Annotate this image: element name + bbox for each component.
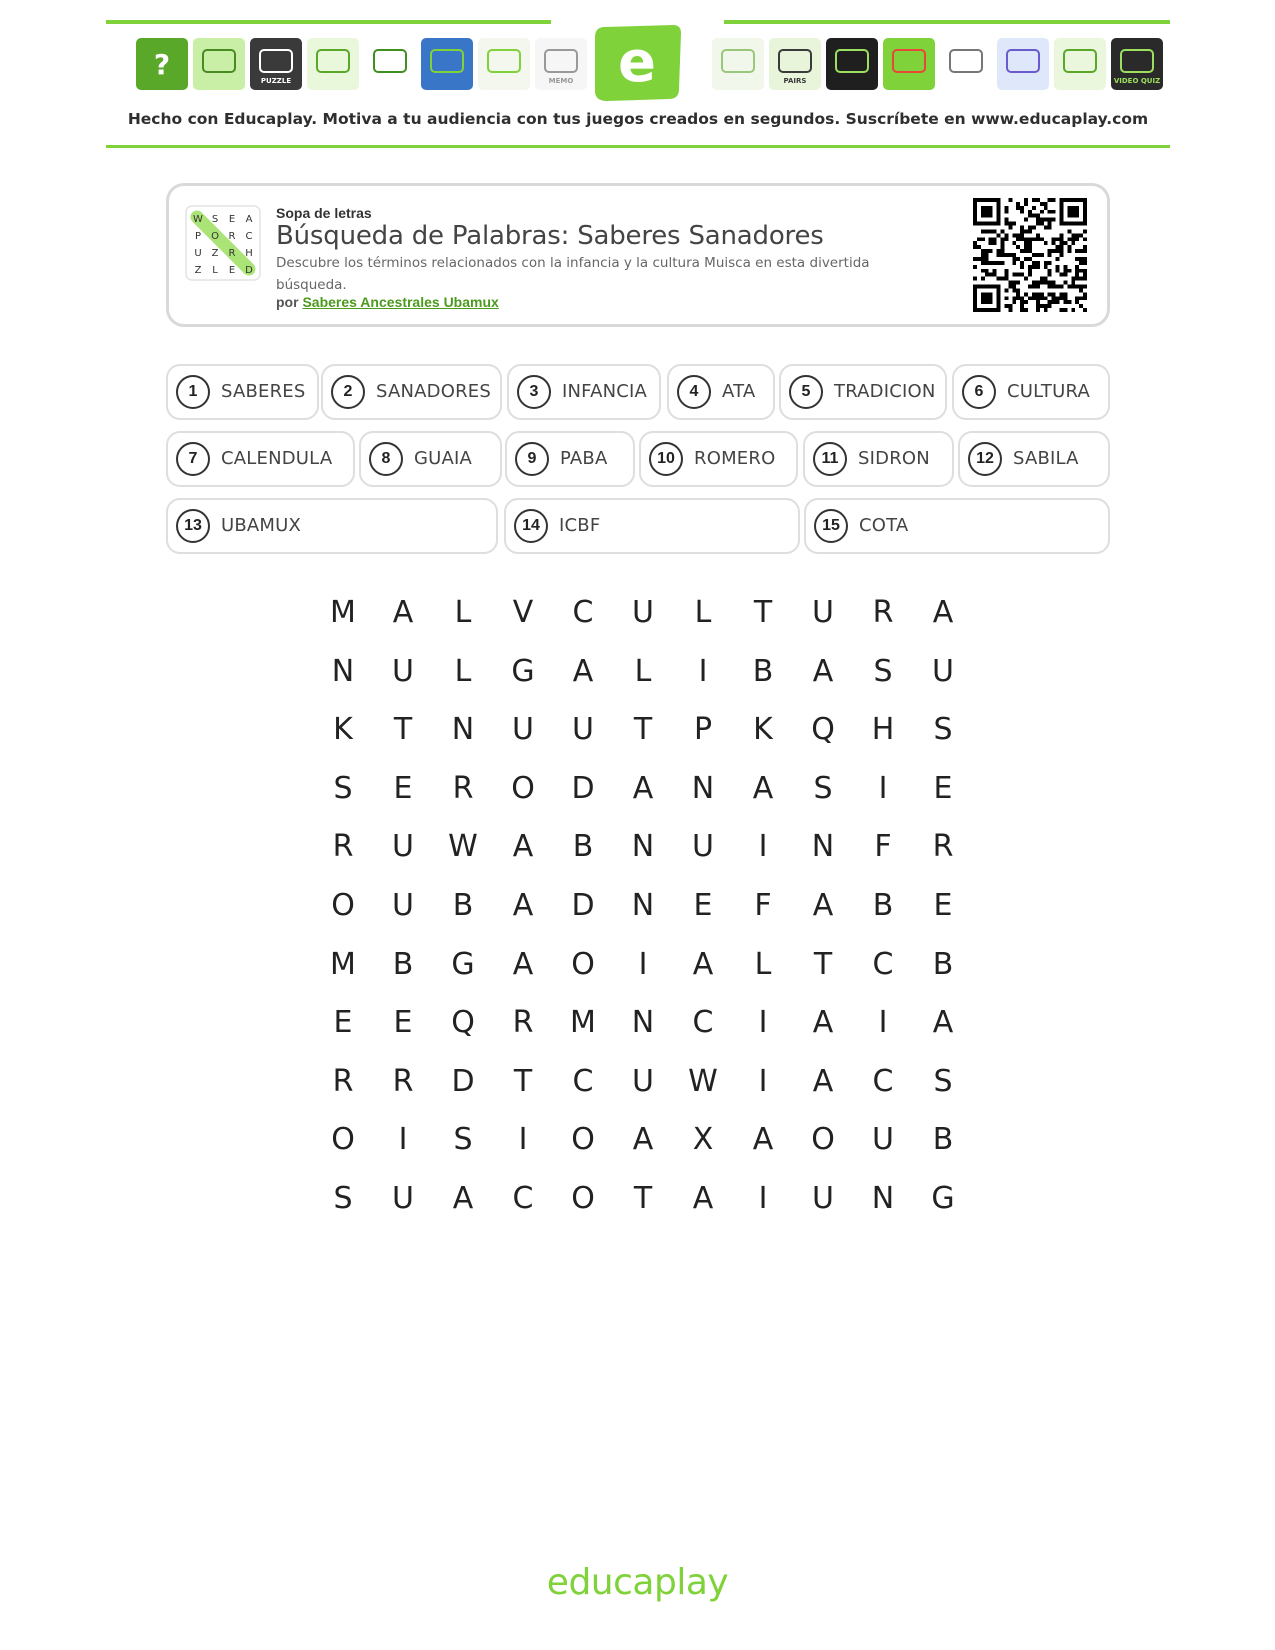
grid-cell: U <box>392 653 414 689</box>
grid-cell: U <box>932 653 954 689</box>
game-tile-label: MEMO <box>548 77 574 85</box>
grid-cell: A <box>512 887 534 923</box>
author-link[interactable]: Saberes Ancestrales Ubamux <box>302 294 499 310</box>
grid-cell: S <box>333 1180 353 1216</box>
word-number-badge: 15 <box>814 509 848 543</box>
grid-cell: A <box>932 595 954 630</box>
grid-cell: O <box>571 1122 595 1158</box>
grid-cell: A <box>512 946 534 982</box>
pairs-icon <box>769 38 821 90</box>
grid-cell: E <box>393 770 413 806</box>
grid-cell: T <box>393 712 413 748</box>
thumbnail-letter: R <box>228 248 236 259</box>
grid-cell: B <box>392 946 414 982</box>
alphabet-wheel-icon <box>826 38 878 90</box>
checklist-icon <box>997 38 1049 90</box>
thumbnail-letter: P <box>194 231 202 242</box>
grid-cell: Q <box>811 712 835 748</box>
grid-cell: D <box>451 1063 475 1099</box>
grid-cell: S <box>873 653 893 689</box>
grid-cell: C <box>572 595 594 630</box>
thumbnail-letter: O <box>211 231 219 242</box>
thumbnail-letter: A <box>245 214 253 225</box>
thumbnail-letter: R <box>228 231 236 242</box>
word-label: ICBF <box>559 515 601 536</box>
letter-grid <box>313 597 973 1242</box>
grid-cell: A <box>452 1180 474 1216</box>
grid-cell: R <box>512 1005 534 1041</box>
dialogue-icon <box>307 38 359 90</box>
grid-cell: U <box>392 1180 414 1216</box>
grid-cell: A <box>512 829 534 865</box>
grid-cell: I <box>758 829 768 865</box>
grid-cell: N <box>631 829 655 865</box>
grid-cell: D <box>571 887 595 923</box>
word-chip <box>166 498 498 554</box>
grid-cell: M <box>330 595 356 630</box>
grid-cell: L <box>454 595 472 630</box>
banner-top-rule-right <box>724 20 1170 24</box>
word-chip <box>359 431 502 487</box>
crossword-puzzle-icon <box>250 38 302 90</box>
grid-cell: A <box>752 770 774 806</box>
activity-description: Descubre los términos relacionados con la infancia y la cultura Muisca en esta divertida búsqueda. <box>276 255 870 293</box>
word-number-badge: 3 <box>517 375 551 409</box>
grid-cell: A <box>812 887 834 923</box>
grid-cell: C <box>872 1063 894 1099</box>
grid-cell: O <box>571 946 595 982</box>
word-search-icon <box>940 38 992 90</box>
thumbnail-letter: H <box>245 248 253 259</box>
grid-cell: R <box>932 829 954 865</box>
grid-cell: G <box>511 653 535 689</box>
grid-cell: K <box>333 712 353 748</box>
grid-cell: N <box>331 653 355 689</box>
grid-cell: R <box>452 770 474 806</box>
grid-cell: U <box>872 1122 894 1158</box>
thumbnail-letter: Z <box>194 265 202 276</box>
grid-cell: E <box>933 887 953 923</box>
grid-cell: N <box>451 712 475 748</box>
grid-cell: W <box>688 1063 718 1099</box>
word-number-badge: 1 <box>176 375 210 409</box>
grid-cell: B <box>572 829 594 865</box>
grid-cell: L <box>694 595 712 630</box>
grid-cell: E <box>693 887 713 923</box>
video-quiz-icon <box>1111 38 1163 90</box>
grid-cell: O <box>331 887 355 923</box>
grid-cell: W <box>448 829 478 865</box>
word-number-badge: 7 <box>176 442 210 476</box>
grid-cell: O <box>511 770 535 806</box>
activity-header-card <box>166 183 1110 327</box>
thumbnail-letter: U <box>194 248 202 259</box>
word-chip <box>321 364 502 420</box>
word-label: UBAMUX <box>221 515 302 536</box>
grid-cell: M <box>330 946 356 982</box>
grid-cell: A <box>932 1005 954 1041</box>
grid-cell: T <box>633 712 653 748</box>
grid-cell: C <box>692 1005 714 1041</box>
game-tile-label: VIDEO QUIZ <box>1113 77 1161 85</box>
word-number-badge: 10 <box>649 442 683 476</box>
grid-cell: U <box>812 595 834 630</box>
grid-cell: E <box>933 770 953 806</box>
fill-blanks-icon <box>193 38 245 90</box>
grid-cell: I <box>518 1122 528 1158</box>
banner-top-rule-left <box>106 20 551 24</box>
thumbnail-letter: E <box>228 214 236 225</box>
thumbnail-letter: S <box>211 214 219 225</box>
word-chip <box>639 431 798 487</box>
game-tile-label: PUZZLE <box>260 77 292 85</box>
game-types-strip-left <box>136 38 587 92</box>
word-label: PABA <box>560 448 608 469</box>
grid-cell: U <box>392 829 414 865</box>
thumbnail-letter: E <box>228 265 236 276</box>
activity-title: Búsqueda de Palabras: Saberes Sanadores <box>276 221 824 251</box>
quiz-question-icon <box>136 38 188 90</box>
word-label: INFANCIA <box>562 381 648 402</box>
grid-cell: V <box>512 595 534 630</box>
word-label: TRADICION <box>834 381 936 402</box>
word-chip <box>958 431 1110 487</box>
word-label: GUAIA <box>414 448 473 469</box>
word-number-badge: 6 <box>962 375 996 409</box>
grid-cell: A <box>812 653 834 689</box>
word-number-badge: 14 <box>514 509 548 543</box>
grid-cell: I <box>758 1005 768 1041</box>
word-chip <box>667 364 775 420</box>
word-number-badge: 8 <box>369 442 403 476</box>
grid-cell: A <box>752 1122 774 1158</box>
grid-cell: H <box>871 712 895 748</box>
promo-banner <box>106 18 1170 150</box>
grid-cell: A <box>812 1063 834 1099</box>
word-number-badge: 5 <box>789 375 823 409</box>
grid-cell: A <box>812 1005 834 1041</box>
memory-grid-icon <box>478 38 530 90</box>
grid-cell: R <box>872 595 894 630</box>
word-search-thumbnail-icon <box>185 205 261 281</box>
grid-cell: E <box>393 1005 413 1041</box>
word-label: SANADORES <box>376 381 491 402</box>
grid-cell: L <box>634 653 652 689</box>
grid-cell: T <box>753 595 773 630</box>
grid-cell: T <box>633 1180 653 1216</box>
grid-cell: A <box>632 770 654 806</box>
grid-cell: B <box>932 946 954 982</box>
banner-bottom-rule <box>106 145 1170 148</box>
grid-cell: Q <box>451 1005 475 1041</box>
grid-cell: I <box>398 1122 408 1158</box>
grid-cell: L <box>454 653 472 689</box>
grid-cell: G <box>931 1180 955 1216</box>
grid-cell: C <box>872 946 894 982</box>
grid-cell: B <box>872 887 894 923</box>
frog-game-icon <box>364 38 416 90</box>
grid-cell: R <box>332 829 354 865</box>
grid-cell: S <box>933 712 953 748</box>
thumbnail-letter: C <box>245 231 253 242</box>
grid-cell: A <box>392 595 414 630</box>
grid-cell: I <box>758 1180 768 1216</box>
grid-cell: U <box>572 712 594 748</box>
word-label: ATA <box>722 381 756 402</box>
word-label: ROMERO <box>694 448 776 469</box>
grid-cell: N <box>631 887 655 923</box>
author-prefix: por <box>276 294 299 310</box>
grid-cell: F <box>754 887 772 923</box>
grid-cell: O <box>331 1122 355 1158</box>
qr-code-icon[interactable] <box>973 198 1087 312</box>
grid-cell: S <box>453 1122 473 1158</box>
memory-card-icon <box>535 38 587 90</box>
word-label: SABERES <box>221 381 306 402</box>
word-label: SABILA <box>1013 448 1079 469</box>
word-chip <box>804 498 1110 554</box>
word-chip <box>952 364 1110 420</box>
grid-cell: C <box>572 1063 594 1099</box>
thumbnail-letter: D <box>245 265 253 276</box>
grid-cell: R <box>392 1063 414 1099</box>
word-chip <box>166 431 355 487</box>
grid-cell: U <box>392 887 414 923</box>
grid-cell: X <box>692 1122 714 1158</box>
banner-promo-text: Hecho con Educaplay. Motiva a tu audiencia con tus juegos creados en segundos. Suscríbete en www.educaplay.com <box>127 110 1149 128</box>
game-tile-label: PAIRS <box>783 77 807 85</box>
grid-cell: A <box>692 1180 714 1216</box>
grid-cell: N <box>691 770 715 806</box>
grid-cell: I <box>698 653 708 689</box>
grid-cell: C <box>512 1180 534 1216</box>
grid-cell: N <box>811 829 835 865</box>
grid-cell: S <box>333 770 353 806</box>
word-chip <box>504 498 800 554</box>
word-chip <box>779 364 947 420</box>
grid-cell: U <box>632 1063 654 1099</box>
word-label: CALENDULA <box>221 448 333 469</box>
thumbnail-letter: L <box>212 265 218 276</box>
grid-cell: L <box>754 946 772 982</box>
grid-cell: N <box>631 1005 655 1041</box>
word-label: SIDRON <box>858 448 930 469</box>
activity-author-line <box>276 294 499 310</box>
map-game-icon <box>421 38 473 90</box>
activity-type: Sopa de letras <box>276 205 372 221</box>
word-number-badge: 9 <box>515 442 549 476</box>
game-types-strip-right <box>712 38 1163 92</box>
grid-cell: B <box>932 1122 954 1158</box>
grid-cell: M <box>570 1005 596 1041</box>
grid-cell: I <box>638 946 648 982</box>
grid-cell: U <box>512 712 534 748</box>
writing-icon <box>1054 38 1106 90</box>
svg-text:e: e <box>618 30 656 95</box>
word-chip <box>505 431 635 487</box>
grid-cell: A <box>632 1122 654 1158</box>
word-chip <box>507 364 661 420</box>
grid-cell: P <box>693 712 713 748</box>
word-number-badge: 13 <box>176 509 210 543</box>
true-false-icon <box>883 38 935 90</box>
educaplay-logo-icon <box>591 23 683 103</box>
grid-cell: B <box>752 653 774 689</box>
grid-cell: G <box>451 946 475 982</box>
grid-cell: A <box>572 653 594 689</box>
grid-cell: O <box>571 1180 595 1216</box>
word-number-badge: 11 <box>813 442 847 476</box>
word-number-badge: 4 <box>677 375 711 409</box>
grid-cell: N <box>871 1180 895 1216</box>
grid-cell: I <box>878 770 888 806</box>
word-number-badge: 2 <box>331 375 365 409</box>
grid-cell: B <box>452 887 474 923</box>
grid-cell: R <box>332 1063 354 1099</box>
grid-cell: F <box>874 829 892 865</box>
word-chip <box>803 431 954 487</box>
word-label: CULTURA <box>1007 381 1090 402</box>
grid-cell: O <box>811 1122 835 1158</box>
grid-cell: E <box>333 1005 353 1041</box>
word-chip <box>166 364 319 420</box>
grid-cell: I <box>758 1063 768 1099</box>
game-tile-label: ? <box>153 48 171 81</box>
thumbnail-letter: Z <box>211 248 219 259</box>
grid-cell: U <box>632 595 654 630</box>
paper-icon <box>712 38 764 90</box>
grid-cell: A <box>692 946 714 982</box>
grid-cell: U <box>692 829 714 865</box>
thumbnail-letter: W <box>193 214 203 225</box>
grid-cell: S <box>933 1063 953 1099</box>
word-label: COTA <box>859 515 909 536</box>
grid-cell: S <box>813 770 833 806</box>
grid-cell: I <box>878 1005 888 1041</box>
grid-cell: T <box>813 946 833 982</box>
word-number-badge: 12 <box>968 442 1002 476</box>
grid-cell: D <box>571 770 595 806</box>
grid-cell: T <box>513 1063 533 1099</box>
grid-cell: U <box>812 1180 834 1216</box>
grid-cell: K <box>753 712 773 748</box>
footer-educaplay-logo: educaplay <box>546 1562 729 1603</box>
